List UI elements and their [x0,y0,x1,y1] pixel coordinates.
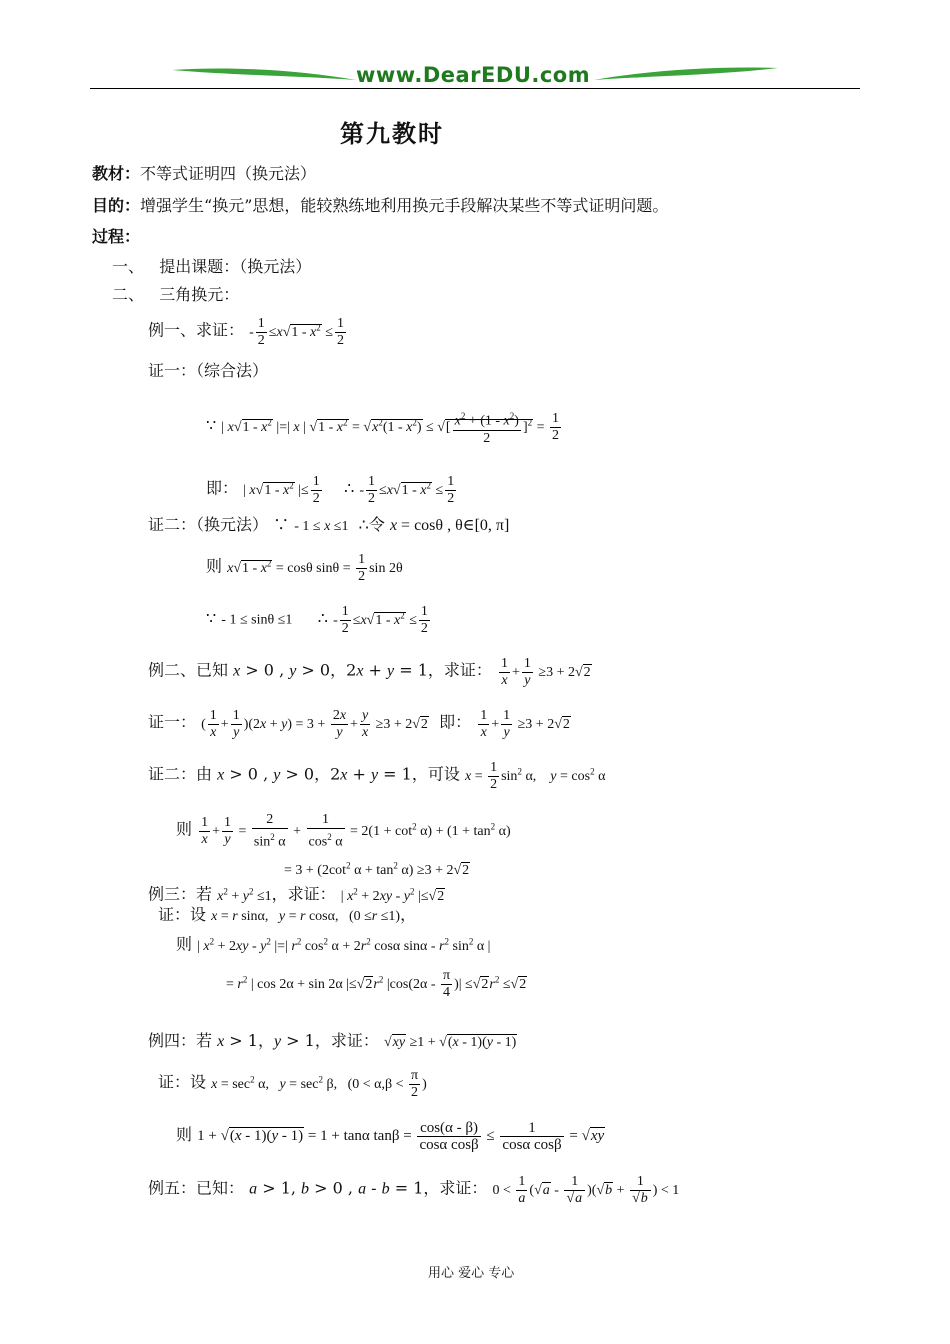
ex4-proof-label: 证：设 [158,1072,207,1092]
ex1-subst-formula: x = cosθ , θ∈[0, π] [389,517,510,534]
ling-label: ∴令 [358,515,385,534]
section-1-text: 提出课题：（换元法） [159,257,312,276]
material-text: 不等式证明四（换元法） [140,164,317,183]
ex4-statement: 例四：若 x > 1，y > 1，求证： √xy ≥1 + √(x - 1)(y - 1) [148,1031,517,1050]
ze-label: 则 [176,934,193,954]
ex1-proof1-step [206,408,563,447]
ex2-label: 例二、已知 [148,660,229,680]
ex5-claim-formula: 0 < $\frac{1}{a}$ (√a - $\frac{1}{√a}$ )(√b + $\frac{1}{√b}$ ) < 1 [492,1174,680,1206]
ze-label: 则 [206,556,223,576]
header-rule [90,88,860,89]
goal-text: 增强学生“换元”思想，能较熟练地利用换元手段解决某些不等式证明问题。 [140,196,669,215]
ex3-result-formula: = $r^2$ | cos 2α + sin 2α $|\le√2r^2$ |cos(2α - $\frac{\pi}{4}$ )| $\le√2r^2 \le√2$ [226,968,527,1000]
qiuzheng-label: ，求证： [423,1178,488,1198]
section-1 [112,256,311,278]
section-2-text: 三角换元： [159,285,240,304]
ex2-proof2-label: 证二：由 [148,764,213,784]
ex1-proof2-label: 证二：（换元法） [148,515,269,534]
ex2-proof1-formula: ( $\frac{1}{x}$ + $\frac{1}{y}$ )(2x + y) = 3 + $\frac{2x}{y}$ + $\frac{y}{x}$ ≥3 + 2√2 [201,708,428,740]
ex5-statement: 例五：已知： a > 1, b > 0 , a - b = 1，求证： 0 < $\frac{1}{a}$ (√a - $\frac{1}{√a}$ )(√b + $\frac{1}{√b}$ ) < 1 [148,1174,680,1206]
material-label: 教材： [92,164,141,183]
ex1-statement [148,316,348,349]
header-site-name: www.DearEDU.com [356,63,591,87]
ex1-therefore-formula: - $\frac{1}{2}$ $\le x√1 - x^2$ ≤ $\frac{1}{2}$ [359,474,455,506]
qiuzheng-label: ，求证： [314,1031,379,1050]
ex1-sin-range: - 1 ≤ sinθ ≤1 [221,612,293,628]
material-line [92,163,316,185]
ex3-claim-formula: | $x^2 + 2xy - y^2$ |≤√2 [340,886,445,904]
because-symbol: ∵ [206,415,217,435]
ex2-proof1 [148,708,571,741]
ex1-proof1-label: 证一：（综合法） [148,361,269,380]
ex3-cond-formula: $x^2 + y^2 \le 1$ [217,886,272,904]
ex3-proof: 证：设 x = r sinα, y = r cosα, (0 ≤r ≤1)， [158,905,417,924]
ex1-proof1-conclusion [206,474,458,507]
ex1-proof2-conclusion [206,604,432,637]
ex1-ji-formula: | $x√1 - x^2$ |≤ $\frac{1}{2}$ [243,474,320,506]
qiuzheng-label: ，求证： [271,884,336,904]
because-symbol: ∵ [206,608,217,628]
process-label: 过程： [92,227,141,246]
section-1-number: 一、 [112,257,145,276]
ex2-proof2-step [176,812,511,851]
ex1-proof2-step [206,552,403,585]
goal-line [92,195,668,217]
section-2 [112,284,239,306]
ex4-claim-formula: √xy ≥1 + √(x - 1)(y - 1) [383,1035,517,1050]
ex1-formula: - $\frac{1}{2}$ $\le x√1 - x^2$ ≤ $\frac{1}{2}$ [249,316,344,348]
ji-label: 即： [206,478,239,498]
ex4-step-formula: 1 + √(x - 1)(y - 1) = 1 + tanα tanβ = $\frac{\cos(\alpha - \beta)}{\text{cosα cosβ}}$ ≤ $\frac{1}{\text{cosα cosβ}}$ = √xy [197,1120,605,1153]
ex2-statement: 例二、已知 x > 0 , y > 0，2x + y = 1，求证： $\frac{1}{x}$ + $\frac{1}{y}$ ≥3 + 2√2 [148,656,591,688]
qiuzheng-label: ，求证： [427,660,492,680]
because-symbol: ∵ [273,515,290,534]
ex1-proof2-formula: $x√1 - x^2 = \cos\theta$ sinθ = $\frac{1}{2}$ sin 2θ [227,552,403,584]
ex1-label: 例一、求证： [148,320,245,340]
therefore-symbol: ∴ [317,608,328,628]
goal-label: 目的： [92,196,141,215]
ji-label: 即： [439,712,472,732]
ex2-ji-formula: $\frac{1}{x}$ + $\frac{1}{y}$ ≥3 + 2√2 [480,708,570,740]
ex2-cond-x: x [233,662,241,680]
ex4-label: 例四：若 [148,1031,213,1050]
ex3-proof-label: 证：设 [158,905,207,924]
ze-label: 则 [176,1124,193,1144]
ex2-subst-formula: x = $\frac{1}{2}$ $\sin^2 \alpha$, $y = \cos^2 \alpha$ [464,760,606,792]
ex2-proof2-formula: $\frac{1}{x}$ + $\frac{1}{y}$ = $\frac{2}{\sin^2 \alpha}$ + $\frac{1}{\cos^2 \alpha}$ = $2(1 + \cot^2 \alpha) + (1 + \tan^2 \alpha)$ [201,812,511,850]
therefore-symbol: ∴ [344,478,355,498]
separator: ， [330,660,347,680]
ze-label: 则 [176,819,193,839]
ex3-proof-step [176,930,490,958]
section-2-number: 二、 [112,285,145,304]
ex4-subst-formula: $x = \sec^2 \alpha$, $y = \sec^2 \beta$, (0 < α,β < $\frac{\pi}{2}$ ) [211,1068,427,1100]
page-title: 第九教时 [340,119,444,148]
ex1-proof1-formula: | $x√1 - x^2$ |=| x | $√1 - x^2 = √x^2(1 - x^2)$ ≤ √[ $\frac{x^2 + (1 - x^2)}{2}$ ]$^2$ = $\frac{1}{2}$ [221,420,563,435]
ex3-step-formula: | $x^2 + 2xy - y^2$ |=| $r^2$ $\cos^2 \alpha + 2r^2$ cosα sinα - $r^2$ $\sin^2 \alpha$ | [197,936,491,954]
ex3-proof-result [226,968,527,1001]
ex4-proof-step [176,1120,605,1153]
ex2-proof2: 证二：由 x > 0 , y > 0，2x + y = 1，可设 x = $\frac{1}{2}$ $\sin^2 \alpha$, $y = \cos^2 \alpha$ [148,760,606,792]
footer-motto: 用心 爱心 专心 [428,1266,515,1281]
ex2-result-formula: = $3 + (2\cot^2$ $\alpha + \tan^2 \alpha) \ge 3 + 2√2$ [284,860,470,878]
ex2-proof1-label: 证一： [148,712,197,732]
ex2-claim-formula: $\frac{1}{x}$ + $\frac{1}{y}$ ≥3 + 2√2 [500,656,591,688]
ex3-subst-formula: x = r sinα, y = r cosα, (0 ≤r ≤1) [211,909,401,924]
ex4-proof [158,1068,427,1101]
ex3-label: 例三：若 [148,884,213,904]
ex1-proof2-result: - $\frac{1}{2}$ $\le x√1 - x^2$ ≤ $\frac{1}{2}$ [333,604,428,636]
ex5-label: 例五：已知： [148,1178,245,1198]
kesh-label: ，可设 [411,764,460,784]
ex2-proof2-result [284,854,470,882]
ex1-range-formula: - 1 ≤ x ≤1 [294,519,349,534]
ex1-proof2 [148,514,509,538]
